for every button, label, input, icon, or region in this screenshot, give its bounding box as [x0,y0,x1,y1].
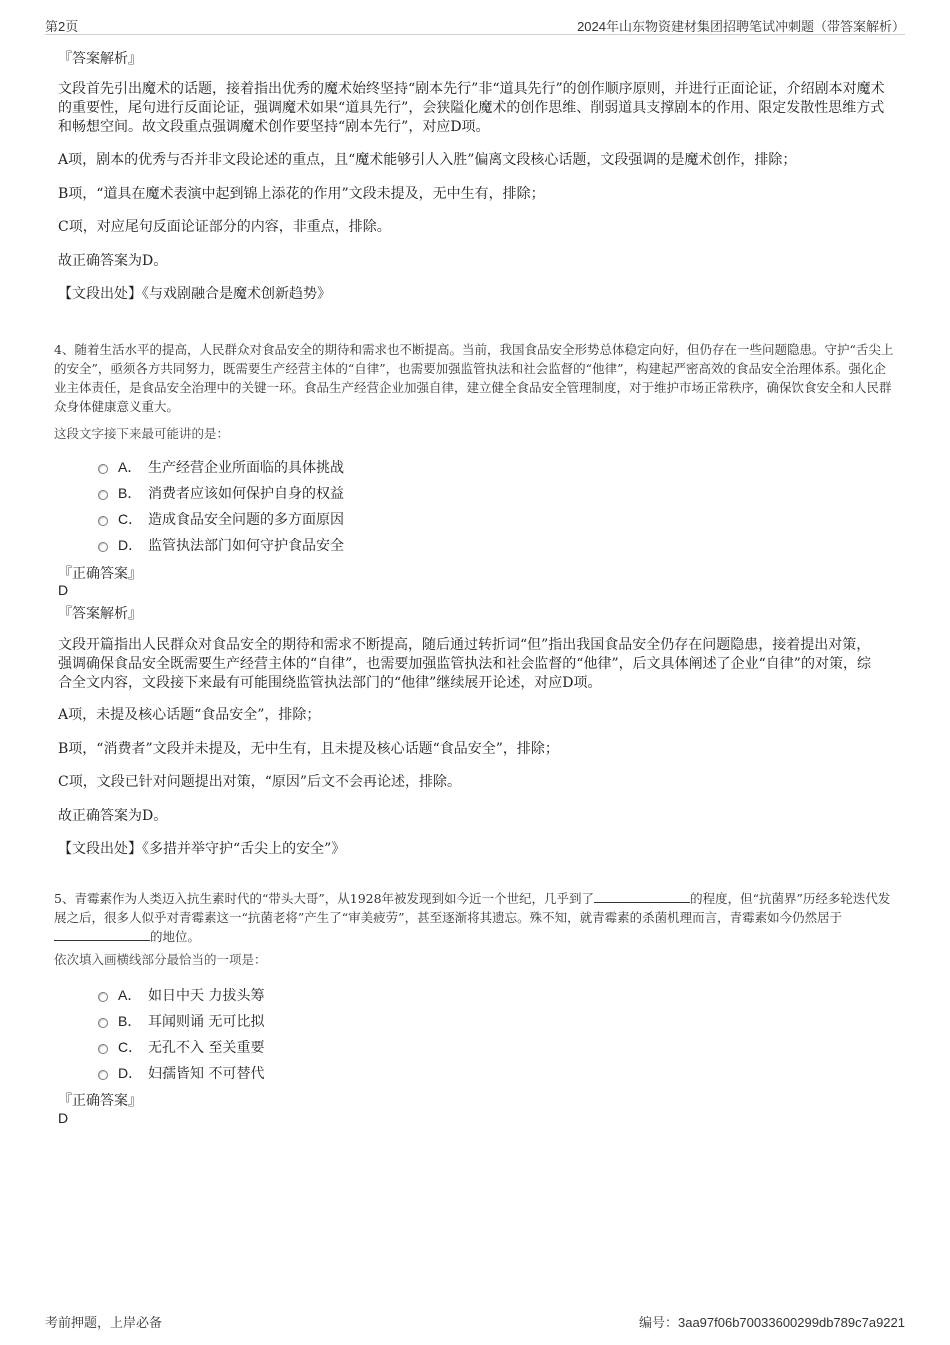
option-c-analysis: C项，文段已针对问题提出对策，“原因”后文不会再论述，排除。 [58,774,462,790]
option-c[interactable] [98,509,344,529]
question-4-text: 4、随着生活水平的提高，人民群众对食品安全的期待和需求也不断提高。当前，我国食品安全形势总体稳定向好，但仍存在一些问题隐患。守护“舌尖上的安全”，亟须各方共同努力，既需要生产经营主体的“自律”，也需要加强监管执法和社会监督的“他律”，构建起严密高效的食品安全治理体系。强化企业主体责任，是食品安全治理中的关键一环。食品生产经营企业加强自律，建立健全食品安全管理制度，对于维护市场正常秩序，确保饮食安全和人民群众身体健康意义重大。 [54,341,894,414]
option-text: 生产经营企业所面临的具体挑战 [148,460,344,476]
option-text: 消费者应该如何保护自身的权益 [148,486,344,502]
conclusion: 故正确答案为D。 [58,253,168,269]
correct-answer-label: 『正确答案』 [58,566,142,582]
analysis-text: 文段首先引出魔术的话题，接着指出优秀的魔术始终坚持“剧本先行”非“道具先行”的创作顺序原则，并进行正面论证，介绍剧本对魔术的重要性，尾句进行反面论证，强调魔术如果“道具先行”，会狭隘化魔术的创作思维、削弱道具支撑剧本的作用、限定发散性思维方式和畅想空间。故文段重点强调魔术创作要坚持“剧本先行”，对应D项。 [58,81,885,135]
option-letter: D． [118,1065,143,1081]
question-5-part3: 的地位。 [150,928,201,944]
radio-icon[interactable] [98,490,108,500]
option-b-analysis: B项，“道具在魔术表演中起到锦上添花的作用”文段未提及，无中生有，排除； [58,186,545,202]
option-text: 造成食品安全问题的多方面原因 [148,512,344,528]
option-c[interactable] [98,1037,264,1057]
radio-icon[interactable] [98,992,108,1002]
radio-icon[interactable] [98,1044,108,1054]
question-5-part2: 的程度，但“抗菌界”历经多轮迭代发展之后，很多人似乎对青霉素这一“抗菌老将”产生了“审美疲劳”，甚至逐渐将其遗忘。殊不知，就青霉素的杀菌机理而言，青霉素如今仍然居于 [54,890,891,925]
option-letter: C． [118,511,143,527]
option-letter: B． [118,485,142,501]
question-5-prompt: 依次填入画横线部分最恰当的一项是： [54,952,267,967]
fill-blank-1 [594,890,690,903]
option-letter: C． [118,1039,143,1055]
footer-slogan: 考前押题，上岸必备 [45,1316,163,1331]
option-b[interactable] [98,1011,264,1031]
source: 【文段出处】《多措并举守护“舌尖上的安全”》 [58,841,346,857]
option-text: 无孔不入 至关重要 [148,1040,265,1056]
option-a[interactable] [98,457,344,477]
option-c-analysis: C项，对应尾句反面论证部分的内容，非重点，排除。 [58,219,391,235]
option-letter: B． [118,1013,142,1029]
question-4-prompt: 这段文字接下来最可能讲的是： [54,426,230,441]
fill-blank-2 [54,928,150,941]
option-d[interactable] [98,1063,264,1083]
option-a-analysis: A项，剧本的优秀与否并非文段论述的重点，且“魔术能够引人入胜”偏离文段核心话题，文段强调的是魔术创作，排除； [58,152,797,168]
option-b-analysis: B项，“消费者”文段并未提及，无中生有，且未提及核心话题“食品安全”，排除； [58,741,559,757]
question-5-part1: 5、青霉素作为人类迈入抗生素时代的“带头大哥”，从1928年被发现到如今近一个世纪，几乎到了 [54,890,595,906]
source: 【文段出处】《与戏剧融合是魔术创新趋势》 [58,286,331,302]
option-text: 监管执法部门如何守护食品安全 [148,538,344,554]
page-number: 第2页 [45,19,79,34]
option-d[interactable] [98,535,344,555]
question-5-text [54,889,896,946]
radio-icon[interactable] [98,542,108,552]
option-letter: D． [118,537,143,553]
conclusion: 故正确答案为D。 [58,808,168,824]
correct-answer: D [58,582,69,598]
option-a-analysis: A项，未提及核心话题“食品安全”，排除； [58,707,321,723]
option-letter: A． [118,987,142,1003]
page-header [45,14,905,35]
option-text: 妇孺皆知 不可替代 [148,1066,265,1082]
option-text: 如日中天 力拔头筹 [148,988,265,1004]
correct-answer-label: 『正确答案』 [58,1093,142,1109]
document-title: 2024年山东物资建材集团招聘笔试冲刺题（带答案解析） [577,19,905,34]
document-id: 编号：3aa97f06b70033600299db789c7a9221 [638,1315,905,1330]
analysis-text: 文段开篇指出人民群众对食品安全的期待和需求不断提高，随后通过转折词“但”指出我国食品安全仍存在问题隐患，接着提出对策，强调确保食品安全既需要生产经营主体的“自律”，也需要加强监管执法和社会监督的“他律”，后文具体阐述了企业“自律”的对策，综合全文内容，文段接下来最有可能围绕监管执法部门的“他律”继续展开论述，对应D项。 [58,637,871,691]
option-text: 耳闻则诵 无可比拟 [148,1014,265,1030]
option-b[interactable] [98,483,344,503]
correct-answer: D [58,1110,69,1126]
radio-icon[interactable] [98,1070,108,1080]
radio-icon[interactable] [98,1018,108,1028]
option-letter: A． [118,459,142,475]
analysis-label: 『答案解析』 [58,51,142,67]
radio-icon[interactable] [98,464,108,474]
option-a[interactable] [98,985,264,1005]
analysis-label: 『答案解析』 [58,606,142,622]
radio-icon[interactable] [98,516,108,526]
